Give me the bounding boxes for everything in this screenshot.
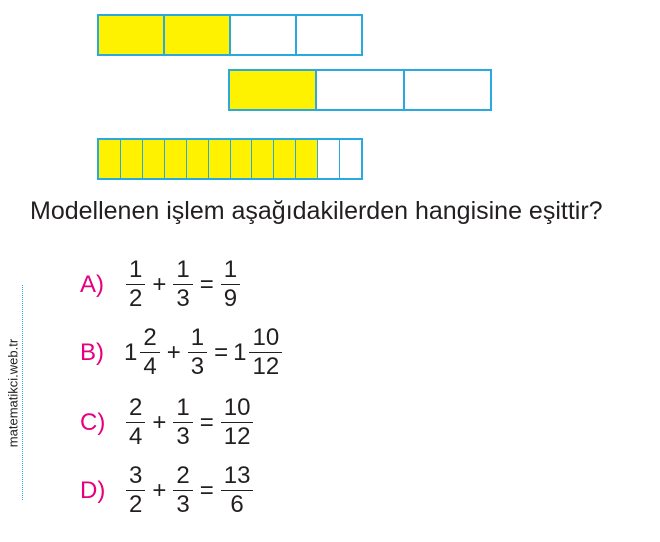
option-d[interactable]: [80, 464, 255, 517]
fraction: $\frac{1}{3}$: [173, 396, 192, 449]
filled-cell: [231, 140, 253, 178]
filled-cell: [99, 16, 165, 54]
equals-sign: =: [214, 338, 229, 366]
fraction: $\frac{1}{2}$: [126, 258, 145, 311]
filled-cell: [296, 140, 318, 178]
filled-cell: [165, 140, 187, 178]
option-b[interactable]: [80, 326, 284, 379]
filled-cell: [187, 140, 209, 178]
plus-sign: +: [152, 270, 167, 298]
filled-cell: [252, 140, 274, 178]
filled-cell: [121, 140, 143, 178]
filled-cell: [165, 16, 231, 54]
equals-sign: =: [199, 476, 214, 504]
empty-cell: [405, 71, 490, 109]
fraction: $\frac{10}{12}$: [221, 396, 254, 449]
plus-sign: +: [166, 338, 181, 366]
fraction: $\frac{1}{9}$: [221, 258, 240, 311]
fraction-model-3: [97, 138, 363, 180]
filled-cell: [99, 140, 121, 178]
equals-sign: =: [199, 408, 214, 436]
filled-cell: [143, 140, 165, 178]
option-label: A): [80, 270, 104, 298]
whole-number: 1: [233, 338, 247, 366]
fraction: $\frac{1}{3}$: [188, 326, 207, 379]
filled-cell: [209, 140, 231, 178]
fraction: $\frac{3}{2}$: [126, 464, 145, 517]
fraction: $\frac{13}{6}$: [221, 464, 254, 517]
option-c[interactable]: [80, 396, 255, 449]
empty-cell: [317, 71, 404, 109]
fraction: $\frac{1}{3}$: [173, 258, 192, 311]
empty-cell: [231, 16, 297, 54]
empty-cell: [318, 140, 340, 178]
fraction-model-1: [97, 14, 363, 56]
filled-cell: [274, 140, 296, 178]
empty-cell: [340, 140, 361, 178]
fraction: $\frac{2}{4}$: [126, 396, 145, 449]
option-label: B): [80, 338, 104, 366]
plus-sign: +: [152, 476, 167, 504]
plus-sign: +: [152, 408, 167, 436]
watermark: [4, 285, 23, 500]
option-label: D): [80, 476, 106, 504]
option-label: C): [80, 408, 106, 436]
whole-number: 1: [124, 338, 138, 366]
fraction: $\frac{10}{12}$: [249, 326, 282, 379]
filled-cell: [230, 71, 317, 109]
equals-sign: =: [199, 270, 214, 298]
fraction: $\frac{2}{3}$: [173, 464, 192, 517]
empty-cell: [297, 16, 361, 54]
option-a[interactable]: [80, 258, 242, 311]
watermark-text: matematikci.web.tr: [5, 338, 21, 447]
question-text: Modellenen işlem aşağıdakilerden hangisine eşittir?: [30, 197, 603, 225]
fraction-model-2: [228, 69, 492, 111]
fraction: $\frac{2}{4}$: [140, 326, 159, 379]
